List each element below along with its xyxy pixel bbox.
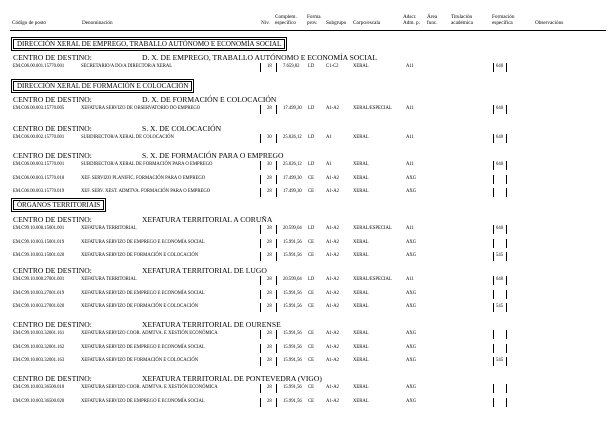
cell-code: EM.C06.00.003.15770.018 <box>13 175 65 181</box>
cell-code: EM.C99.10.003.27001.019 <box>13 290 65 296</box>
cell-den: SECRETARIO/A DO/A DIRECTOR/A XERAL <box>81 64 173 69</box>
table-row <box>13 252 603 260</box>
table-row <box>13 175 603 183</box>
cell-sub: A1 <box>326 162 332 167</box>
cell-corpo: XERAL <box>353 253 369 258</box>
cell-divider <box>493 239 494 248</box>
cell-niv: 28 <box>267 106 272 111</box>
header-complem: Complem. específico <box>275 14 297 26</box>
cell-form: 640 <box>496 277 504 282</box>
cell-adscr: A11 <box>406 162 414 167</box>
cell-niv: 28 <box>267 304 272 309</box>
cell-comp: 17.499,30 <box>283 189 302 194</box>
cell-form: 640 <box>496 64 504 69</box>
cell-divider <box>493 384 494 393</box>
cell-corpo: XERAL <box>353 239 369 245</box>
centro-label: CENTRO DE DESTINO: <box>13 266 92 275</box>
cell-niv: 28 <box>267 358 272 363</box>
centro-name: S. X. DE FORMACIÓN PARA O EMPREGO <box>142 151 284 160</box>
cell-divider <box>493 344 494 353</box>
section-title: DIRECCIÓN XERAL DE FORMACIÓN E COLOCACIÓN <box>13 81 192 91</box>
cell-divider <box>260 384 261 393</box>
cell-code: EM.C06.00.003.15770.019 <box>13 189 65 194</box>
cell-den: XEFATURA SERVIZO DE EMPREGO E ECONOMÍA SOCIAL <box>81 290 205 296</box>
cell-niv: 30 <box>267 135 272 140</box>
cell-adscr: AXG <box>406 189 417 194</box>
table-row <box>13 303 603 311</box>
cell-divider <box>276 252 277 261</box>
table-row <box>13 134 603 142</box>
cell-comp: 7.659,82 <box>283 64 300 69</box>
cell-comp: 25.026,12 <box>283 162 302 167</box>
centro-label: CENTRO DE DESTINO: <box>13 215 92 224</box>
cell-den: SUBDIRECTOR/A XERAL DE COLOCACIÓN <box>81 135 174 140</box>
cell-comp: 15.991,56 <box>283 253 302 258</box>
cell-divider <box>506 239 507 248</box>
cell-sub: A1-A2 <box>326 253 340 258</box>
cell-corpo: XERAL <box>353 189 369 194</box>
cell-adscr: AXG <box>406 239 417 245</box>
cell-divider <box>276 398 277 407</box>
header-corpo: Corpo/escala <box>353 20 381 26</box>
cell-sub: A1-A2 <box>326 398 340 404</box>
cell-forma: LD <box>308 64 315 69</box>
cell-den: XEFATURA SERVIZO DE EMPREGO E ECONOMÍA SOCIAL <box>81 239 205 245</box>
cell-divider <box>506 344 507 353</box>
cell-forma: CE <box>308 189 314 194</box>
cell-divider <box>260 105 261 114</box>
cell-form: 640 <box>496 162 504 167</box>
cell-divider <box>260 188 261 197</box>
cell-sub: C1-C2 <box>326 64 339 69</box>
cell-niv: 28 <box>267 226 272 231</box>
cell-forma: CE <box>308 290 314 296</box>
cell-den: XEFATURA SERVIZO DE OBSERVATORIO DO EMPREGO <box>81 106 201 111</box>
cell-divider <box>506 303 507 312</box>
cell-adscr: A11 <box>406 135 414 140</box>
header-forma: Forma prov. <box>307 14 321 26</box>
cell-divider <box>506 357 507 366</box>
cell-forma: LD <box>308 106 315 111</box>
cell-sub: A1 <box>326 135 332 140</box>
cell-divider <box>276 225 277 234</box>
header-area: Área func. <box>427 14 438 26</box>
cell-form: 545 <box>496 358 504 363</box>
cell-code: EM.C06.00.002.15770.001 <box>13 135 65 140</box>
cell-form: 545 <box>496 253 504 258</box>
table-row <box>13 344 603 352</box>
cell-divider <box>506 175 507 184</box>
cell-sub: A1-A2 <box>326 358 340 363</box>
cell-divider <box>493 161 494 170</box>
cell-divider <box>493 398 494 407</box>
cell-form: 640 <box>496 106 504 111</box>
cell-forma: CE <box>308 175 314 181</box>
cell-adscr: AXG <box>406 290 417 296</box>
cell-corpo: XERAL <box>353 331 369 336</box>
header-adscr: Adscr. Adm. p. <box>403 14 420 26</box>
cell-form: 545 <box>496 304 504 309</box>
cell-divider <box>506 63 507 72</box>
cell-divider <box>493 134 494 143</box>
cell-divider <box>506 161 507 170</box>
cell-divider <box>276 63 277 72</box>
cell-divider <box>260 276 261 285</box>
cell-adscr: AXG <box>406 331 417 336</box>
centro-label: CENTRO DE DESTINO: <box>13 374 92 383</box>
centro-label: CENTRO DE DESTINO: <box>13 95 92 104</box>
cell-adscr: A11 <box>406 64 414 69</box>
cell-corpo: XERAL <box>353 64 369 69</box>
cell-divider <box>493 330 494 339</box>
section-title: DIRECCIÓN XERAL DE EMPREGO, TRABALLO AUTÓNOMO E ECONOMÍA SOCIAL <box>13 39 285 49</box>
cell-comp: 15.991,56 <box>283 304 302 309</box>
cell-code: EM.C99.10.003.32001.162 <box>13 344 65 350</box>
cell-adscr: AXG <box>406 344 417 350</box>
centro-name: S. X. DE COLOCACIÓN <box>142 124 222 133</box>
cell-forma: CE <box>308 398 314 404</box>
header-rule <box>10 30 606 31</box>
cell-den: XEFATURA TERRITORIAL <box>81 277 137 282</box>
table-row <box>13 290 603 298</box>
cell-corpo: XERAL/ESPECIAL <box>353 106 392 111</box>
centro-name: XEFATURA TERRITORIAL DE PONTEVEDRA (VIGO) <box>142 374 322 383</box>
cell-divider <box>276 175 277 184</box>
cell-comp: 15.991,56 <box>283 290 302 296</box>
cell-divider <box>493 188 494 197</box>
cell-corpo: XERAL <box>353 398 369 404</box>
table-row <box>13 357 603 365</box>
cell-sub: A1-A2 <box>326 290 340 296</box>
cell-divider <box>260 134 261 143</box>
cell-comp: 17.499,30 <box>283 175 302 181</box>
cell-corpo: XERAL <box>353 358 369 363</box>
cell-divider <box>506 330 507 339</box>
cell-divider <box>276 330 277 339</box>
cell-adscr: A11 <box>406 277 414 282</box>
cell-niv: 30 <box>267 162 272 167</box>
cell-divider <box>493 252 494 261</box>
cell-form: 640 <box>496 135 504 140</box>
cell-niv: 28 <box>267 189 272 194</box>
header-titulacion: Titulación académica <box>451 14 473 26</box>
table-row <box>13 384 603 392</box>
cell-divider <box>276 188 277 197</box>
cell-divider <box>260 239 261 248</box>
cell-den: XEFATURA SERVIZO COOR. ADMTVA. E XESTIÓN ECONÓMICA <box>81 331 218 336</box>
centro-name: D. X. DE EMPREGO, TRABALLO AUTÓNOMO E ECONOMÍA SOCIAL <box>142 53 378 62</box>
centro-name: XEFATURA TERRITORIAL A CORUÑA <box>142 215 273 224</box>
centro-name: XEFATURA TERRITORIAL DE OURENSE <box>142 320 281 329</box>
cell-divider <box>506 384 507 393</box>
cell-divider <box>493 357 494 366</box>
cell-sub: A1-A2 <box>326 175 340 181</box>
cell-forma: CE <box>308 344 314 350</box>
cell-niv: 28 <box>267 253 272 258</box>
cell-comp: 25.026,12 <box>283 135 302 140</box>
cell-corpo: XERAL <box>353 385 369 390</box>
cell-code: EM.C99.10.000.15001.001 <box>13 226 65 231</box>
cell-comp: 15.991,56 <box>283 398 302 404</box>
cell-divider <box>260 303 261 312</box>
header-niv: Nív. <box>261 20 270 26</box>
centro-name: XEFATURA TERRITORIAL DE LUGO <box>142 266 267 275</box>
header-subgrupo: Subgrupo <box>326 20 347 26</box>
cell-code: EM.C06.00.001.15770.001 <box>13 64 65 69</box>
cell-divider <box>276 290 277 299</box>
cell-divider <box>506 134 507 143</box>
cell-divider <box>276 239 277 248</box>
cell-forma: CE <box>308 358 314 363</box>
cell-forma: LD <box>308 162 315 167</box>
cell-divider <box>493 290 494 299</box>
cell-niv: 28 <box>267 239 272 245</box>
cell-divider <box>260 161 261 170</box>
table-row <box>13 398 603 406</box>
table-row <box>13 239 603 247</box>
header-formacion: Formación específica <box>492 14 515 26</box>
cell-forma: LD <box>308 135 315 140</box>
centro-name: D. X. DE FORMACIÓN E COLOCACIÓN <box>142 95 277 104</box>
centro-label: CENTRO DE DESTINO: <box>13 151 92 160</box>
table-row <box>13 330 603 338</box>
cell-code: EM.C99.10.003.32001.161 <box>13 331 65 336</box>
table-row <box>13 188 603 196</box>
cell-corpo: XERAL <box>353 162 369 167</box>
cell-adscr: A11 <box>406 106 414 111</box>
cell-divider <box>276 161 277 170</box>
cell-den: XEFATURA SERVIZO DE EMPREGO E ECONOMÍA SOCIAL <box>81 344 205 350</box>
cell-adscr: AXG <box>406 398 417 404</box>
cell-comp: 15.991,56 <box>283 385 302 390</box>
cell-corpo: XERAL <box>353 304 369 309</box>
cell-divider <box>260 330 261 339</box>
cell-niv: 28 <box>267 277 272 282</box>
cell-niv: 28 <box>267 290 272 296</box>
cell-forma: CE <box>308 385 314 390</box>
cell-form: 640 <box>496 226 504 231</box>
cell-niv: 18 <box>267 64 272 69</box>
cell-sub: A1-A2 <box>326 106 340 111</box>
table-row <box>13 161 603 169</box>
cell-comp: 15.991,56 <box>283 358 302 363</box>
cell-adscr: AXG <box>406 253 417 258</box>
cell-divider <box>276 105 277 114</box>
cell-adscr: AXG <box>406 304 417 309</box>
cell-divider <box>260 225 261 234</box>
cell-divider <box>506 105 507 114</box>
cell-code: EM.C99.10.003.15001.019 <box>13 239 65 245</box>
cell-forma: CE <box>308 239 314 245</box>
cell-divider <box>493 63 494 72</box>
cell-sub: A1-A2 <box>326 189 340 194</box>
cell-comp: 15.991,56 <box>283 239 302 245</box>
cell-divider <box>506 225 507 234</box>
cell-den: XEFATURA TERRITORIAL <box>81 226 137 231</box>
cell-divider <box>260 344 261 353</box>
cell-den: XEFATURA SERVIZO COOR. ADMTVA. E XESTIÓN ECONÓMICA <box>81 385 218 390</box>
cell-divider <box>493 105 494 114</box>
cell-sub: A1-A2 <box>326 239 340 245</box>
cell-corpo: XERAL/ESPECIAL <box>353 226 392 231</box>
cell-divider <box>260 252 261 261</box>
cell-sub: A1-A2 <box>326 226 340 231</box>
cell-adscr: AXG <box>406 385 417 390</box>
table-row <box>13 105 603 113</box>
table-row <box>13 63 603 71</box>
cell-forma: LD <box>308 226 315 231</box>
cell-code: EM.C99.10.000.27001.001 <box>13 277 65 282</box>
cell-niv: 28 <box>267 175 272 181</box>
cell-corpo: XERAL <box>353 344 369 350</box>
cell-divider <box>506 276 507 285</box>
cell-divider <box>260 63 261 72</box>
cell-adscr: AXG <box>406 358 417 363</box>
cell-code: EM.C06.00.003.15770.005 <box>13 106 65 111</box>
cell-den: XEFATURA SERVIZO DE FORMACIÓN E COLOCACIÓN <box>81 358 199 363</box>
cell-divider <box>260 290 261 299</box>
cell-sub: A1-A2 <box>326 331 340 336</box>
cell-divider <box>493 276 494 285</box>
header-denominacion: Denominación <box>82 20 113 26</box>
cell-code: EM.C99.10.003.36500.020 <box>13 398 65 404</box>
cell-niv: 28 <box>267 331 272 336</box>
cell-code: EM.C99.10.003.36500.018 <box>13 385 65 390</box>
cell-den: XEF. SERV. XEST. ADMTVA. FORMACIÓN PARA O EMPREGO <box>81 189 211 194</box>
cell-sub: A1-A2 <box>326 344 340 350</box>
cell-divider <box>506 398 507 407</box>
cell-forma: LD <box>308 277 315 282</box>
cell-divider <box>493 303 494 312</box>
cell-divider <box>260 398 261 407</box>
cell-divider <box>276 344 277 353</box>
cell-den: XEF. SERVIZO PLANIFIC. FORMACIÓN PARA O EMPREGO <box>81 175 206 181</box>
cell-divider <box>260 175 261 184</box>
cell-code: EM.C99.10.003.15001.020 <box>13 253 65 258</box>
cell-corpo: XERAL <box>353 175 369 181</box>
cell-den: XEFATURA SERVIZO DE EMPREGO E ECONOMÍA SOCIAL <box>81 398 205 404</box>
cell-niv: 28 <box>267 385 272 390</box>
cell-comp: 20.599,04 <box>283 226 302 231</box>
cell-adscr: AXG <box>406 175 417 181</box>
cell-comp: 15.991,56 <box>283 331 302 336</box>
cell-sub: A1-A2 <box>326 277 340 282</box>
cell-comp: 17.499,30 <box>283 106 302 111</box>
cell-corpo: XERAL <box>353 290 369 296</box>
centro-label: CENTRO DE DESTINO: <box>13 53 92 62</box>
cell-niv: 28 <box>267 344 272 350</box>
cell-comp: 20.599,04 <box>283 277 302 282</box>
cell-code: EM.C99.10.003.32001.163 <box>13 358 65 363</box>
cell-divider <box>506 188 507 197</box>
centro-label: CENTRO DE DESTINO: <box>13 320 92 329</box>
cell-divider <box>506 252 507 261</box>
cell-code: EM.C99.10.003.27001.020 <box>13 304 65 309</box>
cell-forma: CE <box>308 331 314 336</box>
header-observacions: Observacións <box>535 20 564 26</box>
cell-divider <box>276 276 277 285</box>
cell-comp: 15.991,56 <box>283 344 302 350</box>
cell-den: SUBDIRECTOR/A XERAL DE FORMACIÓN PARA O EMPREGO <box>81 162 213 167</box>
cell-niv: 28 <box>267 398 272 404</box>
cell-corpo: XERAL <box>353 135 369 140</box>
cell-divider <box>276 134 277 143</box>
cell-divider <box>276 357 277 366</box>
cell-divider <box>260 357 261 366</box>
cell-divider <box>276 303 277 312</box>
cell-divider <box>493 225 494 234</box>
cell-den: XEFATURA SERVIZO DE FORMACIÓN E COLOCACIÓN <box>81 304 199 309</box>
cell-sub: A1-A2 <box>326 304 340 309</box>
header-codigo: Código de posto <box>12 20 47 26</box>
cell-adscr: A11 <box>406 226 414 231</box>
table-row <box>13 276 603 284</box>
centro-label: CENTRO DE DESTINO: <box>13 124 92 133</box>
cell-divider <box>276 384 277 393</box>
cell-divider <box>506 290 507 299</box>
cell-code: EM.C06.00.003.15770.001 <box>13 162 65 167</box>
cell-sub: A1-A2 <box>326 385 340 390</box>
cell-corpo: XERAL/ESPECIAL <box>353 277 392 282</box>
cell-forma: CE <box>308 304 314 309</box>
section-title: ÓRGANOS TERRITORIAIS <box>13 200 104 210</box>
cell-forma: CE <box>308 253 314 258</box>
cell-den: XEFATURA SERVIZO DE FORMACIÓN E COLOCACIÓN <box>81 253 199 258</box>
table-row <box>13 225 603 233</box>
cell-divider <box>493 175 494 184</box>
